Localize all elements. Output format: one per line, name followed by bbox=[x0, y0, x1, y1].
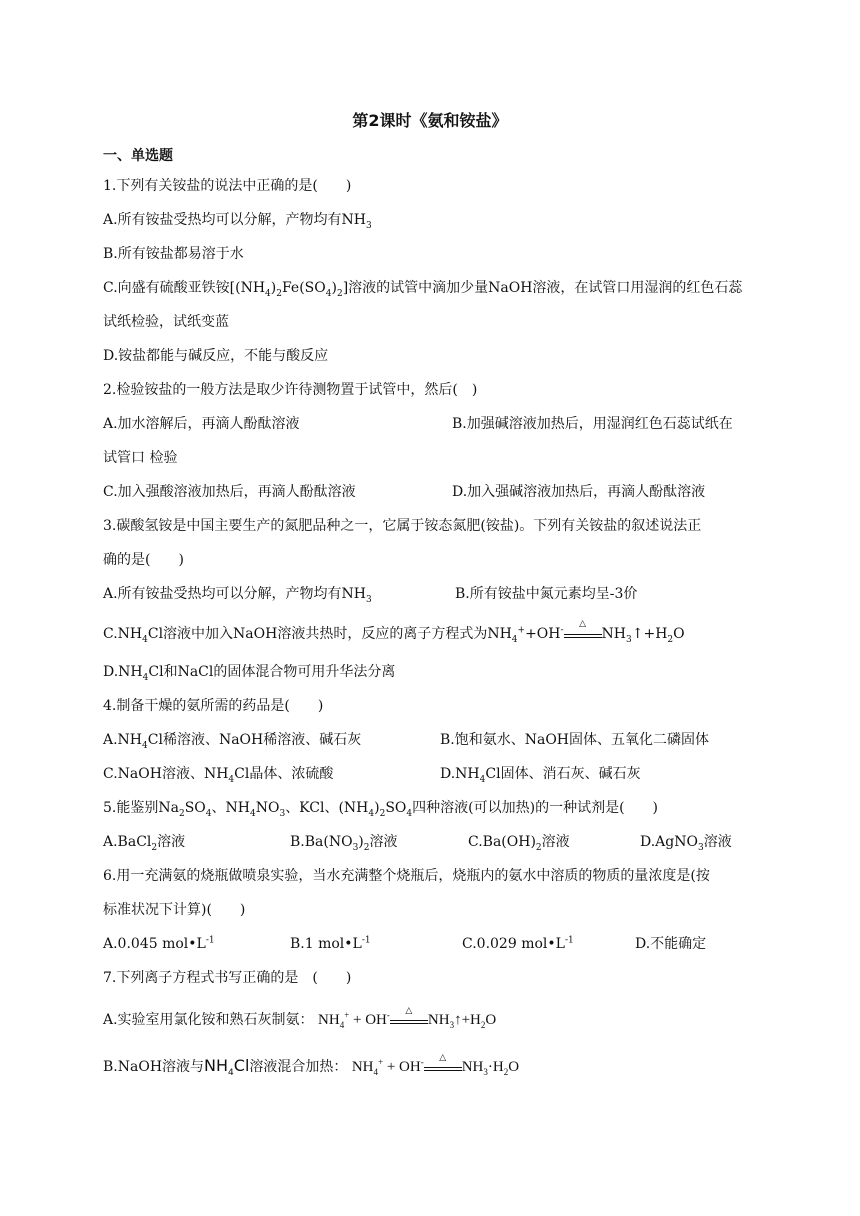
question-4-stem: 4.制备干燥的氨所需的药品是( ) bbox=[103, 698, 324, 714]
question-7-option-b: B.NaOH溶液与$NH_4Cl$溶液混合加热： $NH_4^+ + OH^-$ △ $NH_3\cdot H_2O$ bbox=[103, 1052, 520, 1079]
heat-condition-arrow: △ bbox=[390, 1012, 428, 1024]
question-3-option-b: B.所有铵盐中氮元素均呈-3价 bbox=[455, 586, 638, 602]
question-6-stem-cont: 标准状况下计算)( ) bbox=[103, 902, 246, 918]
question-6-option-a: A.0.045 $mol•L^{-1}$ bbox=[103, 935, 215, 952]
question-1-stem: 1.下列有关铵盐的说法中正确的是( ) bbox=[103, 178, 352, 194]
question-1-option-c-cont: 试纸检验，试纸变蓝 bbox=[103, 314, 229, 330]
question-6-option-c: C.0.029 $mol•L^{-1}$ bbox=[462, 935, 574, 952]
question-6-option-b: B.1 $mol•L^{-1}$ bbox=[290, 935, 371, 952]
section-heading: 一、单选题 bbox=[103, 148, 173, 164]
question-2-stem: 2.检验铵盐的一般方法是取少许待测物置于试管中，然后( ) bbox=[103, 382, 478, 398]
question-6-stem: 6.用一充满氨的烧瓶做喷泉实验，当水充满整个烧瓶后，烧瓶内的氨水中溶质的物质的量浓度是(按 bbox=[103, 868, 710, 884]
question-3-stem-cont: 确的是( ) bbox=[103, 552, 184, 568]
page-title: 第2课时《氨和铵盐》 bbox=[352, 111, 508, 130]
question-5-stem: 5.能鉴别$Na_2SO_4$、$NH_4NO_3$、KCl、$(NH_4)_2SO_4$四种溶液(可以加热)的一种试剂是( ) bbox=[103, 800, 658, 819]
question-6-option-d: D.不能确定 bbox=[635, 936, 707, 952]
question-3-option-d: $D.NH_4Cl$和NaCl的固体混合物可用升华法分离 bbox=[103, 664, 396, 683]
question-1-option-c: C.向盛有硫酸亚铁铵$[(NH_4)_2Fe(SO_4)_2]$溶液的试管中滴加少量NaOH溶液，在试管口用湿润的红色石蕊 bbox=[103, 280, 743, 299]
question-5-option-b: $B.Ba(NO_3)_2$溶液 bbox=[290, 834, 398, 853]
question-5-option-c: $C.Ba(OH)_2$溶液 bbox=[468, 834, 570, 853]
question-3-option-c: $C.NH_4Cl$溶液中加入NaOH溶液共热时，反应的离子方程式为$NH_4^++OH^-$ △ $NH_3↑+H_2O$ bbox=[103, 619, 685, 645]
question-1-option-a: A.所有铵盐受热均可以分解，产物均有$NH_3$ bbox=[103, 212, 372, 231]
heat-condition-arrow: △ bbox=[424, 1059, 462, 1071]
question-5-option-a: A.BaCl$_2$溶液 bbox=[103, 834, 186, 853]
question-4-option-d: $D.NH_4Cl$固体、消石灰、碱石灰 bbox=[440, 766, 641, 785]
question-2-option-b-cont: 试管口 检验 bbox=[103, 450, 178, 466]
equation-a: $NH_4^+ + OH^-$ △ $NH_3↑+H_2O$ bbox=[318, 1005, 497, 1030]
question-4-option-a: $A.NH_4Cl$稀溶液、NaOH稀溶液、碱石灰 bbox=[103, 732, 362, 751]
question-5-option-d: D.AgNO$_3$溶液 bbox=[640, 834, 732, 853]
question-1-option-b: B.所有铵盐都易溶于水 bbox=[103, 246, 244, 262]
question-1-option-d: D.铵盐都能与碱反应，不能与酸反应 bbox=[103, 348, 329, 364]
heat-condition-arrow: △ bbox=[564, 626, 602, 638]
question-2-option-b: B.加强碱溶液加热后，用湿润红色石蕊试纸在 bbox=[452, 416, 733, 432]
question-7-option-a: A.实验室用氯化铵和熟石灰制氨： $NH_4^+ + OH^-$ △ $NH_3↑+H_2O$ bbox=[103, 1005, 497, 1030]
question-2-option-d: D.加入强碱溶液加热后，再滴人酚酞溶液 bbox=[452, 484, 706, 500]
question-3-option-a: A.所有铵盐受热均可以分解，产物均有$NH_3$ bbox=[103, 586, 372, 605]
question-4-option-c: C.NaOH溶液、$NH_4Cl$晶体、浓硫酸 bbox=[103, 766, 334, 785]
equation-b: $NH_4^+ + OH^-$ △ $NH_3\cdot H_2O$ bbox=[351, 1052, 520, 1077]
question-7-stem: 7.下列离子方程式书写正确的是 ( ) bbox=[103, 970, 352, 986]
question-2-option-a: A.加水溶解后，再滴人酚酞溶液 bbox=[103, 416, 300, 432]
question-3-stem: 3.碳酸氢铵是中国主要生产的氮肥品种之一，它属于铵态氮肥(铵盐)。下列有关铵盐的叙述说法正 bbox=[103, 518, 702, 534]
question-2-option-c: C.加入强酸溶液加热后，再滴人酚酞溶液 bbox=[103, 484, 356, 500]
question-4-option-b: B.饱和氨水、NaOH固体、五氧化二磷固体 bbox=[440, 732, 710, 748]
